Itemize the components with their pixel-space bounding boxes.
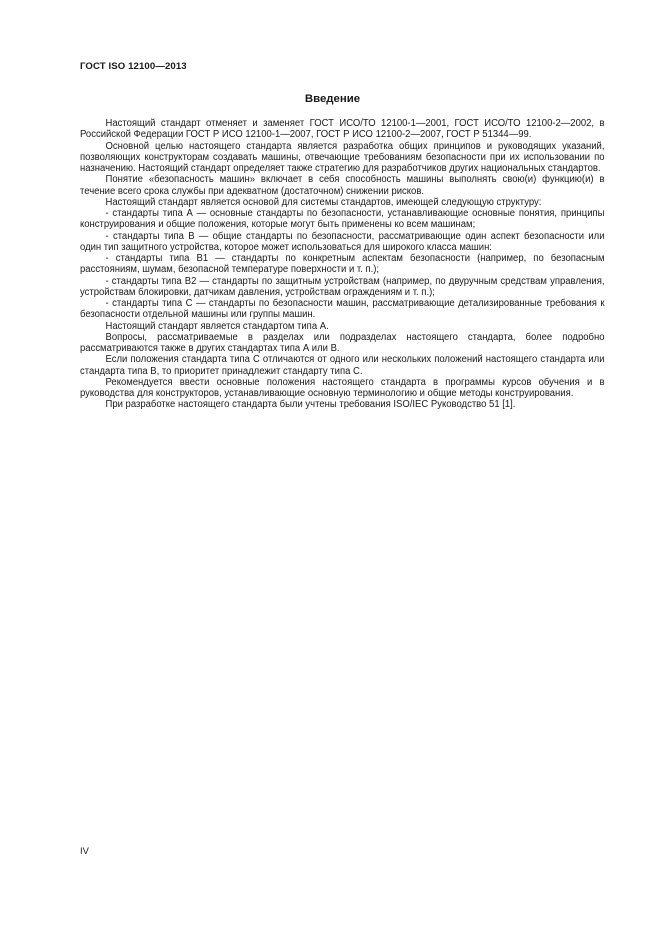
paragraph: Настоящий стандарт является стандартом типа А. — [105, 320, 329, 332]
page-number: IV — [80, 845, 89, 856]
paragraph: Рекомендуется ввести основные положения настоящего стандарта в программы курсов обучения и в руководства для конструкторов, устанавливающие основную терминологию и общие методы конструирования. — [80, 376, 605, 399]
list-item: - стандарты типа В2 — стандарты по защитным устройствам (например, по двуручным средствам управления, устройствам блокировки, датчикам давления, устройствам ограждениям и т. п.); — [80, 275, 605, 298]
body-text — [80, 118, 605, 411]
paragraph: Настоящий стандарт отменяет и заменяет ГОСТ ИСО/ТО 12100-1—2001, ГОСТ ИСО/ТО 12100-2—2002, в Российской Федерации ГОСТ Р ИСО 12100-1—2007, ГОСТ Р ИСО 12100-2—2007, ГОСТ Р 51344—99. — [80, 118, 605, 141]
paragraph: Вопросы, рассматриваемые в разделах или подразделах настоящего стандарта, более подробно рассматриваются также в других стандартах типа А или В. — [80, 331, 605, 354]
document-header: ГОСТ ISO 12100—2013 — [80, 61, 187, 72]
paragraph: Понятие «безопасность машин» включает в себя способность машины выполнять свою(и) функцию(и) в течение всего срока службы при адекватном (достаточном) снижении рисков. — [80, 174, 605, 197]
paragraph: Если положения стандарта типа С отличаются от одного или нескольких положений настоящего стандарта или стандарта типа В, то приоритет принадлежит стандарту типа С. — [80, 354, 605, 377]
section-title: Введение — [304, 93, 361, 105]
paragraph: При разработке настоящего стандарта были учтены требования ISO/IEC Руководство 51 [1]. — [105, 399, 516, 411]
list-item: - стандарты типа А — основные стандарты по безопасности, устанавливающие основные понятия, принципы конструирования и общие положения, которые могут быть применены ко всем машинам; — [80, 208, 605, 231]
list-item: - стандарты типа В1 — стандарты по конкретным аспектам безопасности (например, по безопасным расстояниям, шумам, безопасной температуре поверхности и т. п.); — [80, 253, 605, 276]
list-item: - стандарты типа В — общие стандарты по безопасности, рассматривающие один аспект безопасности или один тип защитного устройства, которое может использоваться для широкого класса машин: — [80, 230, 605, 253]
paragraph: Настоящий стандарт является основой для системы стандартов, имеющей следующую структуру: — [105, 196, 542, 208]
list-item: - стандарты типа С — стандарты по безопасности машин, рассматривающие детализированные требования к безопасности отдельной машины или группы машин. — [80, 298, 605, 321]
paragraph: Основной целью настоящего стандарта является разработка общих принципов и руководящих указаний, позволяющих конструкторам создавать машины, отвечающие требованиям безопасности при их использовании по назначению. Настоящий стандарт определяет также стратегию для разработчиков других национальных стандартов. — [80, 140, 605, 174]
